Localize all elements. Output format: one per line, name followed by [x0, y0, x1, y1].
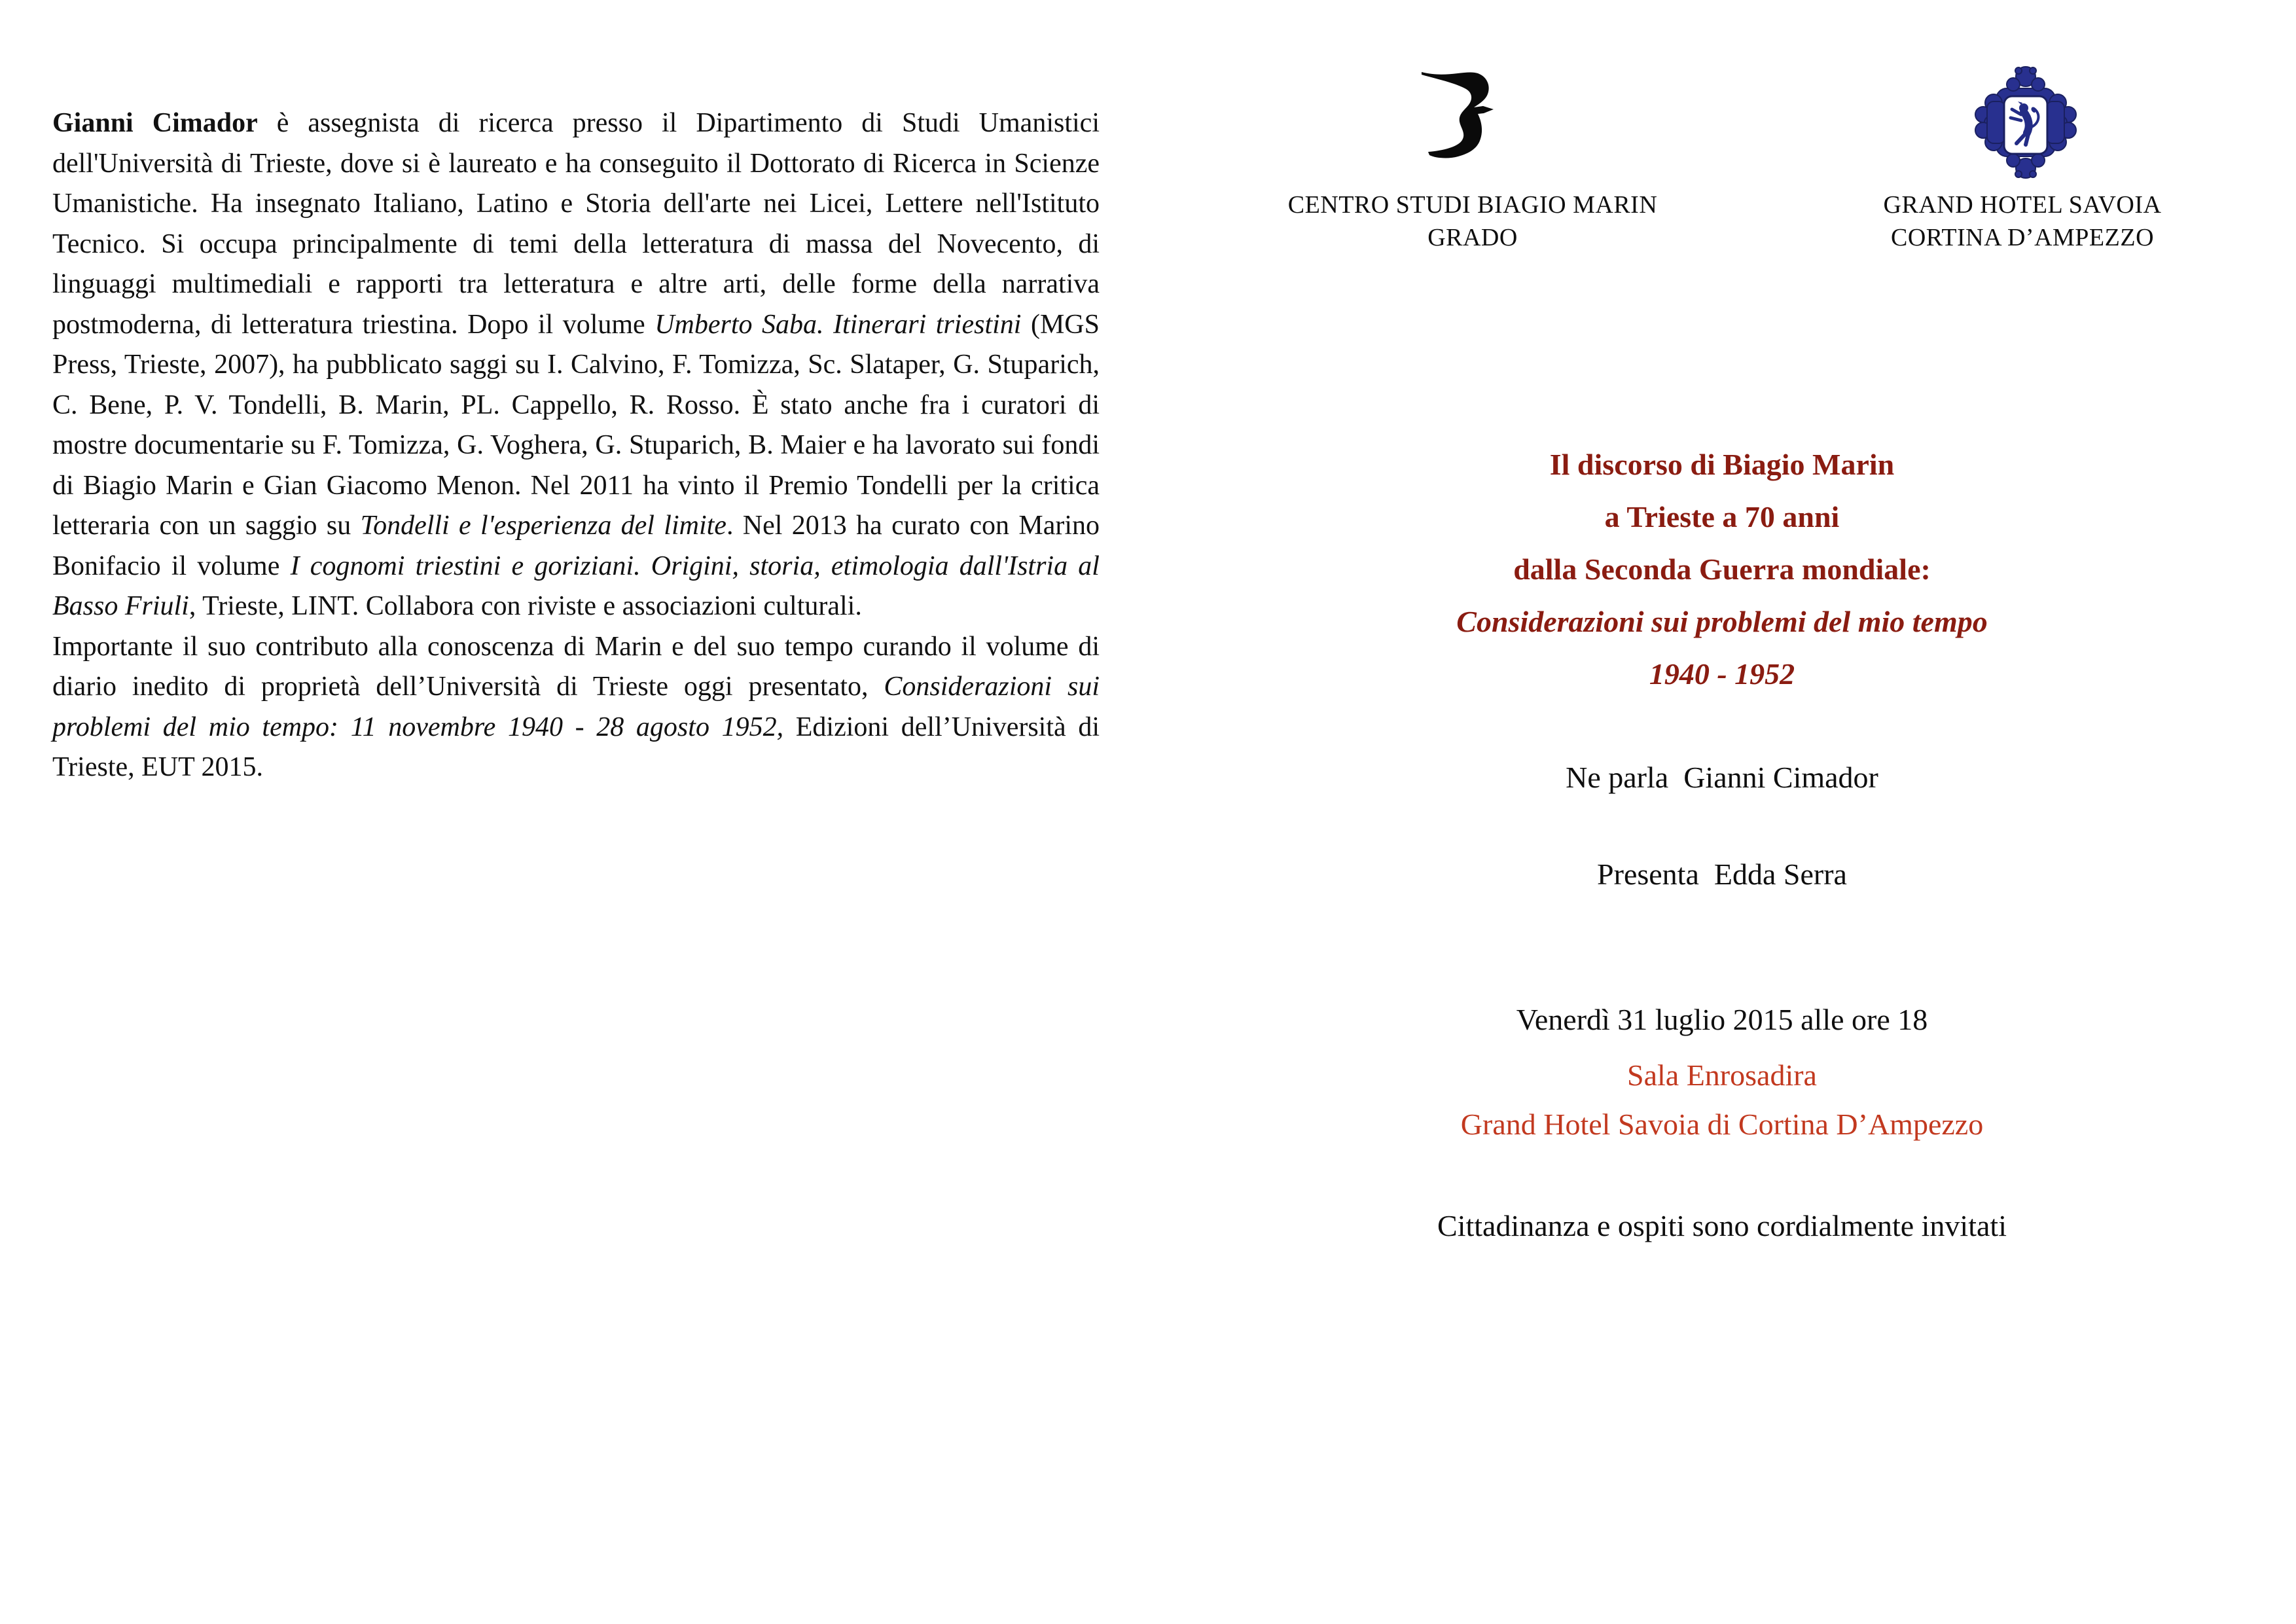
- biography-paragraph-1: Gianni Cimador è assegnista di ricerca presso il Dipartimento di Studi Umanistici dell'Università di Trieste, dove si è laureato e ha conseguito il Dottorato di Ricerca in Scienze Umanistiche. Ha insegnato Italiano, Latino e Storia dell'arte nei Licei, Lettere nell'Istituto Tecnico. Si occupa principalmente di temi della letteratura di massa del Novecento, di linguaggi multimediali e rapporti tra letteratura e altre arti, delle forme della narrativa postmoderna, di letteratura triestina. Dopo il volume Umberto Saba. Itinerari triestini (MGS Press, Trieste, 2007), ha pubblicato saggi su I. Calvino, F. Tomizza, Sc. Slataper, G. Stuparich, C. Bene, P. V. Tondelli, B. Marin, PL. Cappello, R. Rosso. È stato anche fra i curatori di mostre documentarie su F. Tomizza, G. Voghera, G. Stuparich, B. Maier e ha lavorato sui fondi di Biagio Marin e Gian Giacomo Menon. Nel 2011 ha vinto il Premio Tondelli per la critica letteraria con un saggio su Tondelli e l'esperienza del limite. Nel 2013 ha curato con Marino Bonifacio il volume I cognomi triestini e goriziani. Origini, storia, etimologia dall'Istria al Basso Friuli, Trieste, LINT. Collabora con riviste e associazioni culturali.: [52, 108, 1100, 621]
- event-title-line-4: Considerazioni sui problemi del mio tempo: [1456, 605, 1988, 638]
- centro-studi-name: CENTRO STUDI BIAGIO MARIN: [1287, 191, 1658, 219]
- biography-paragraph-2: Importante il suo contributo alla conoscenza di Marin e del suo tempo curando il volume di diario inedito di proprietà dell’Università di Trieste oggi presentato, Considerazioni sui problemi del mio tempo: 11 novembre 1940 - 28 agosto 1952, Edizioni dell’Università di Trieste, EUT 2015.: [52, 631, 1100, 782]
- savoia-crest-icon: [1970, 63, 2081, 181]
- presenter-line: Presenta Edda Serra: [1597, 857, 1847, 891]
- event-title-line-3: dalla Seconda Guerra mondiale:: [1513, 552, 1931, 586]
- grand-hotel-caption: [1761, 189, 2284, 254]
- speaker-line: Ne parla Gianni Cimador: [1566, 761, 1878, 794]
- centro-studi-caption: [1211, 189, 1734, 254]
- seagull-icon: [1420, 71, 1512, 162]
- biography-section: [52, 103, 1100, 788]
- event-invitation: Cittadinanza e ospiti sono cordialmente invitati: [1437, 1209, 2007, 1242]
- grand-hotel-name: GRAND HOTEL SAVOIA: [1883, 191, 2162, 219]
- event-title-line-5: 1940 - 1952: [1649, 657, 1795, 691]
- event-venue: Grand Hotel Savoia di Cortina D’Ampezzo: [1460, 1108, 1984, 1141]
- event-datetime: Venerdì 31 luglio 2015 alle ore 18: [1516, 1003, 1928, 1036]
- event-room: Sala Enrosadira: [1627, 1058, 1817, 1092]
- centro-studi-logo: [1420, 71, 1512, 162]
- centro-studi-city: GRADO: [1427, 224, 1518, 251]
- event-title-line-1: Il discorso di Biagio Marin: [1549, 448, 1895, 481]
- grand-hotel-city: CORTINA D’AMPEZZO: [1890, 224, 2155, 251]
- grand-hotel-savoia-logo: [1970, 63, 2081, 181]
- event-title-line-2: a Trieste a 70 anni: [1604, 500, 1840, 533]
- event-title: [1148, 439, 2296, 700]
